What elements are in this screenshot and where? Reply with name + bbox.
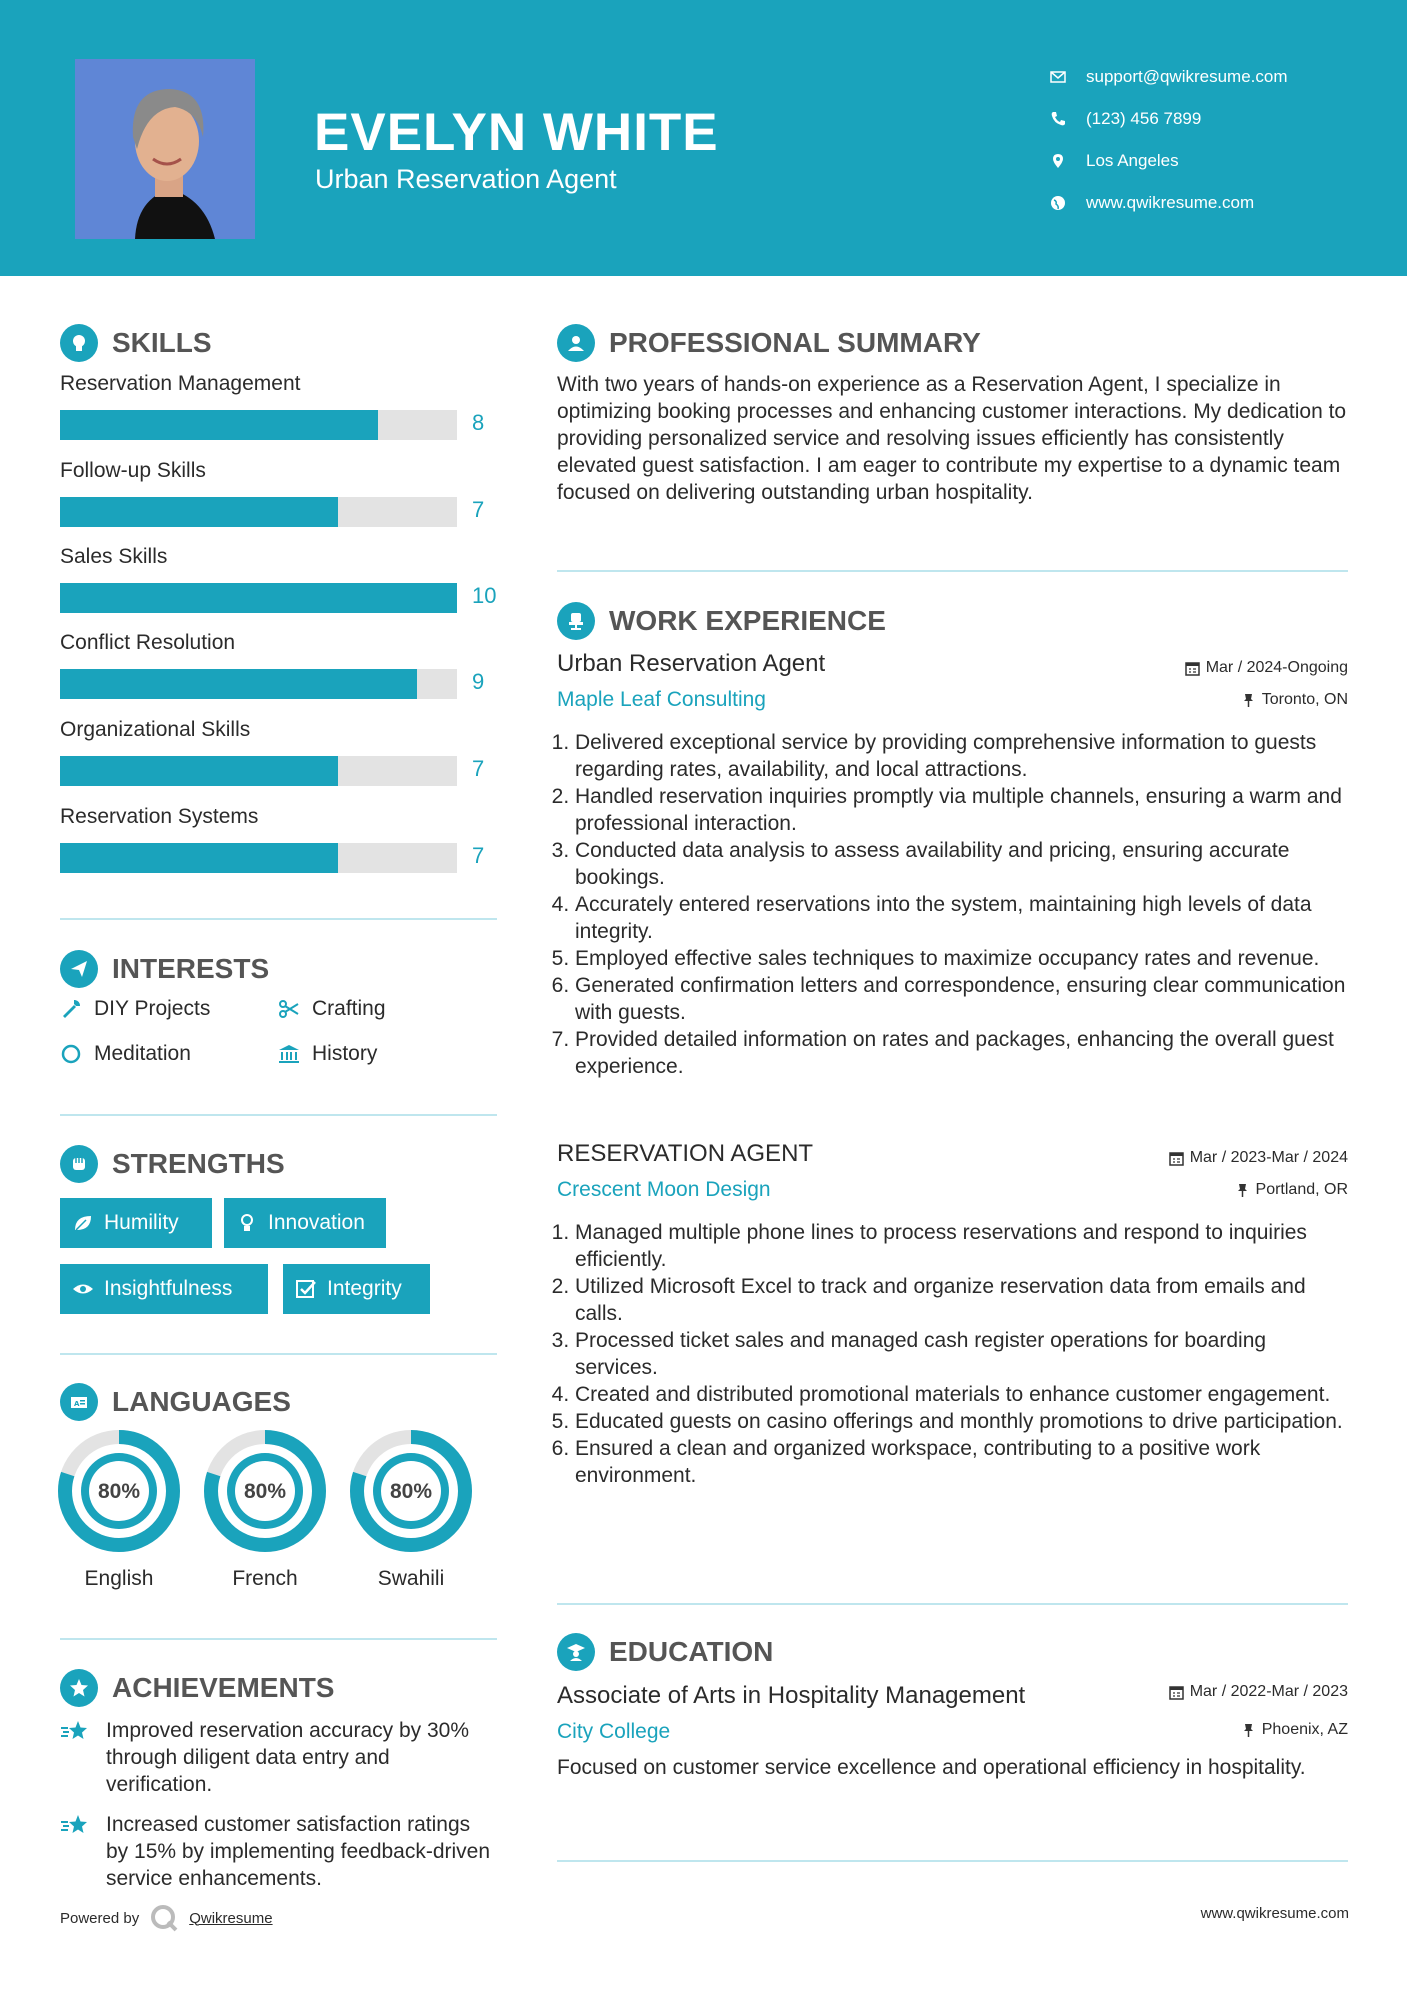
skills-heading [60, 324, 212, 362]
skill-bar [60, 756, 457, 786]
interest-item [60, 1042, 191, 1066]
job-bullet: 7. Provided detailed information on rates and packages, enhancing the overall guest experience. [575, 1026, 1352, 1080]
job-bullet: 4. Created and distributed promotional materials to enhance customer engagement. [575, 1381, 1352, 1408]
calendar-icon [1185, 661, 1200, 676]
divider [557, 1860, 1348, 1862]
skill-level: 7 [472, 497, 485, 522]
job-dates [1185, 659, 1348, 677]
job-bullets [557, 1219, 1352, 1489]
skill-name: Conflict Resolution [60, 631, 236, 654]
language-item [349, 1429, 473, 1591]
calendar-icon [1169, 1151, 1184, 1166]
language-name: English [84, 1567, 154, 1590]
divider [60, 1114, 497, 1116]
job-location [1235, 1181, 1348, 1199]
skill-level: 9 [472, 669, 485, 694]
skills-title: SKILLS [112, 327, 212, 358]
skill-name: Reservation Systems [60, 805, 259, 828]
pushpin-icon [1241, 693, 1256, 708]
job-bullet: 3. Conducted data analysis to assess availability and pricing, ensuring accurate bookings. [575, 837, 1352, 891]
job-bullet: 5. Employed effective sales techniques to maximize occupancy rates and revenue. [575, 945, 1352, 972]
header-banner [0, 0, 1407, 276]
education-dates-text: Mar / 2022-Mar / 2023 [1189, 1683, 1348, 1700]
language-name: Swahili [377, 1567, 445, 1590]
contact-phone[interactable] [1050, 98, 1288, 140]
lightbulb-icon [60, 324, 98, 362]
education-location [1241, 1721, 1348, 1739]
experience-title: WORK EXPERIENCE [609, 605, 886, 636]
job-bullet: 2. Handled reservation inquiries promptly via multiple channels, ensuring a warm and professional interaction. [575, 783, 1352, 837]
job-dates-text: Mar / 2023-Mar / 2024 [1189, 1149, 1348, 1166]
summary-title: PROFESSIONAL SUMMARY [609, 327, 981, 358]
language-donut [203, 1429, 327, 1553]
strengths-heading [60, 1145, 285, 1183]
skill-fill [60, 843, 338, 873]
interest-label: DIY Projects [94, 997, 211, 1020]
paper-plane-icon [60, 950, 98, 988]
star-badge-icon [60, 1669, 98, 1707]
calendar-icon [1169, 1685, 1184, 1700]
leaf-icon [72, 1212, 94, 1234]
interest-label: Crafting [312, 997, 386, 1020]
interests-title: INTERESTS [112, 953, 270, 984]
achievements-title: ACHIEVEMENTS [112, 1672, 335, 1703]
strength-tag [60, 1198, 212, 1248]
contact-website[interactable] [1050, 182, 1288, 224]
skill-item [60, 631, 500, 694]
interest-item [278, 997, 386, 1021]
job-location-text: Portland, OR [1255, 1181, 1348, 1198]
language-donut [57, 1429, 181, 1553]
divider [557, 570, 1348, 572]
contact-list [1050, 56, 1288, 224]
achievement-text: Improved reservation accuracy by 30% through diligent data entry and verification. [106, 1719, 469, 1796]
interests-heading [60, 950, 269, 988]
wrench-icon [60, 998, 82, 1020]
pushpin-icon [1235, 1183, 1250, 1198]
lightbulb-icon [236, 1212, 258, 1234]
degree-title: Associate of Arts in Hospitality Management [557, 1682, 1026, 1709]
education-location-text: Phoenix, AZ [1261, 1721, 1348, 1738]
strength-label: Insightfulness [104, 1277, 233, 1300]
job-bullet: 1. Managed multiple phone lines to process reservations and respond to inquiries efficiently. [575, 1219, 1352, 1273]
circle-icon [60, 1043, 82, 1065]
user-icon [557, 324, 595, 362]
contact-location [1050, 140, 1288, 182]
language-name: French [232, 1567, 298, 1590]
company-name[interactable]: Crescent Moon Design [557, 1178, 771, 1201]
contact-website-text: www.qwikresume.com [1086, 193, 1255, 212]
job-dates [1169, 1149, 1348, 1167]
skill-level: 7 [472, 756, 485, 781]
skill-fill [60, 410, 378, 440]
powered-by [60, 1903, 273, 1933]
pushpin-icon [1241, 1723, 1256, 1738]
language-item [57, 1429, 181, 1591]
job-bullet: 6. Ensured a clean and organized workspace, contributing to a positive work environment. [575, 1435, 1352, 1489]
mail-icon [1050, 69, 1066, 85]
profile-photo [75, 59, 255, 239]
qwikresume-logo-icon [149, 1903, 179, 1933]
divider [557, 1603, 1348, 1605]
skill-bar [60, 410, 457, 440]
divider [60, 1353, 497, 1355]
language-item [203, 1429, 327, 1591]
achievements-heading [60, 1669, 334, 1707]
skill-fill [60, 669, 417, 699]
job-bullet: 3. Processed ticket sales and managed cash register operations for boarding services. [575, 1327, 1352, 1381]
education-dates [1169, 1683, 1348, 1701]
contact-location-text: Los Angeles [1086, 151, 1179, 170]
skill-fill [60, 497, 338, 527]
phone-icon [1050, 111, 1066, 127]
skill-name: Sales Skills [60, 545, 168, 568]
skill-level: 8 [472, 410, 485, 435]
strength-label: Integrity [327, 1277, 402, 1300]
museum-icon [278, 1043, 300, 1065]
svg-text:A: A [74, 1400, 80, 1408]
interest-item [278, 1042, 377, 1066]
job-dates-text: Mar / 2024-Ongoing [1205, 659, 1348, 676]
scissors-icon [278, 998, 300, 1020]
achievement-text: Increased customer satisfaction ratings by 15% by implementing feedback-driven service enhancements. [106, 1813, 491, 1890]
education-heading [557, 1633, 773, 1671]
job-bullet: 1. Delivered exceptional service by providing comprehensive information to guests regarding rates, availability, and local attractions. [575, 729, 1352, 783]
star-icon [60, 1719, 92, 1745]
summary-text: With two years of hands-on experience as a Reservation Agent, I specialize in optimizing booking processes and enhancing customer interactions. My dedication to providing personalized service and resolving issues efficiently has consistently elevated guest satisfaction. I am eager to contribute my expertise to a dynamic team focused on delivering outstanding urban hospitality. [557, 373, 1347, 504]
skill-bar [60, 669, 457, 699]
contact-email-text: support@qwikresume.com [1086, 67, 1288, 86]
job-title: Urban Reservation Agent [557, 650, 826, 677]
job-title: RESERVATION AGENT [557, 1140, 814, 1167]
job-bullet: 4. Accurately entered reservations into the system, maintaining high levels of data integrity. [575, 891, 1352, 945]
strength-label: Humility [104, 1211, 179, 1234]
languages-title: LANGUAGES [112, 1386, 291, 1417]
job-location [1241, 691, 1348, 709]
contact-phone-text: (123) 456 7899 [1086, 109, 1202, 128]
job-bullet: 2. Utilized Microsoft Excel to track and organize reservation data from emails and calls. [575, 1273, 1352, 1327]
strength-tag [224, 1198, 386, 1248]
company-name[interactable]: Maple Leaf Consulting [557, 688, 766, 711]
education-text: Focused on customer service excellence and operational efficiency in hospitality. [557, 1756, 1306, 1779]
education-title: EDUCATION [609, 1636, 774, 1667]
candidate-role: Urban Reservation Agent [315, 164, 617, 194]
skill-item [60, 459, 500, 522]
divider [60, 918, 497, 920]
fist-icon [60, 1145, 98, 1183]
language-donut [349, 1429, 473, 1553]
interest-label: History [312, 1042, 378, 1065]
language-card-icon [60, 1383, 98, 1421]
job-bullets [557, 729, 1352, 1080]
skill-item [60, 545, 500, 608]
skill-name: Organizational Skills [60, 718, 251, 741]
languages-heading [60, 1383, 291, 1421]
interest-item [60, 997, 210, 1021]
divider [60, 1638, 497, 1640]
job-bullet: 5. Educated guests on casino offerings and monthly promotions to drive participation. [575, 1408, 1352, 1435]
contact-email[interactable] [1050, 56, 1288, 98]
globe-icon [1050, 195, 1066, 211]
strength-label: Innovation [268, 1211, 365, 1234]
interest-label: Meditation [94, 1042, 191, 1065]
skill-level: 10 [472, 583, 497, 608]
job-bullet: 6. Generated confirmation letters and correspondence, ensuring clear communication with guests. [575, 972, 1352, 1026]
achievement-item [60, 1811, 500, 1892]
candidate-name: EVELYN WHITE [314, 103, 719, 162]
skill-level: 7 [472, 843, 485, 868]
skill-fill [60, 583, 457, 613]
eye-icon [72, 1278, 94, 1300]
location-pin-icon [1050, 153, 1066, 169]
skill-bar [60, 843, 457, 873]
job-location-text: Toronto, ON [1261, 691, 1348, 708]
school-name[interactable]: City College [557, 1720, 671, 1743]
strength-tag [283, 1264, 430, 1314]
skill-bar [60, 583, 457, 613]
experience-heading [557, 602, 886, 640]
strength-tag [60, 1264, 268, 1314]
skill-fill [60, 756, 338, 786]
strengths-title: STRENGTHS [112, 1148, 285, 1179]
graduate-icon [557, 1633, 595, 1671]
office-chair-icon [557, 602, 595, 640]
skill-bar [60, 497, 457, 527]
language-percent: 80% [243, 1480, 287, 1503]
skill-item [60, 372, 500, 435]
achievement-item [60, 1717, 500, 1798]
language-percent: 80% [97, 1480, 141, 1503]
summary-heading [557, 324, 981, 362]
skill-item [60, 718, 500, 781]
powered-by-text: Powered by [60, 1909, 140, 1927]
language-percent: 80% [389, 1480, 433, 1503]
brand-link[interactable]: Qwikresume [189, 1909, 273, 1927]
star-icon [60, 1813, 92, 1839]
footer-url[interactable]: www.qwikresume.com [1200, 1905, 1349, 1922]
skill-name: Reservation Management [60, 372, 301, 395]
skill-item [60, 805, 500, 868]
skill-name: Follow-up Skills [60, 459, 206, 482]
check-square-icon [295, 1278, 317, 1300]
